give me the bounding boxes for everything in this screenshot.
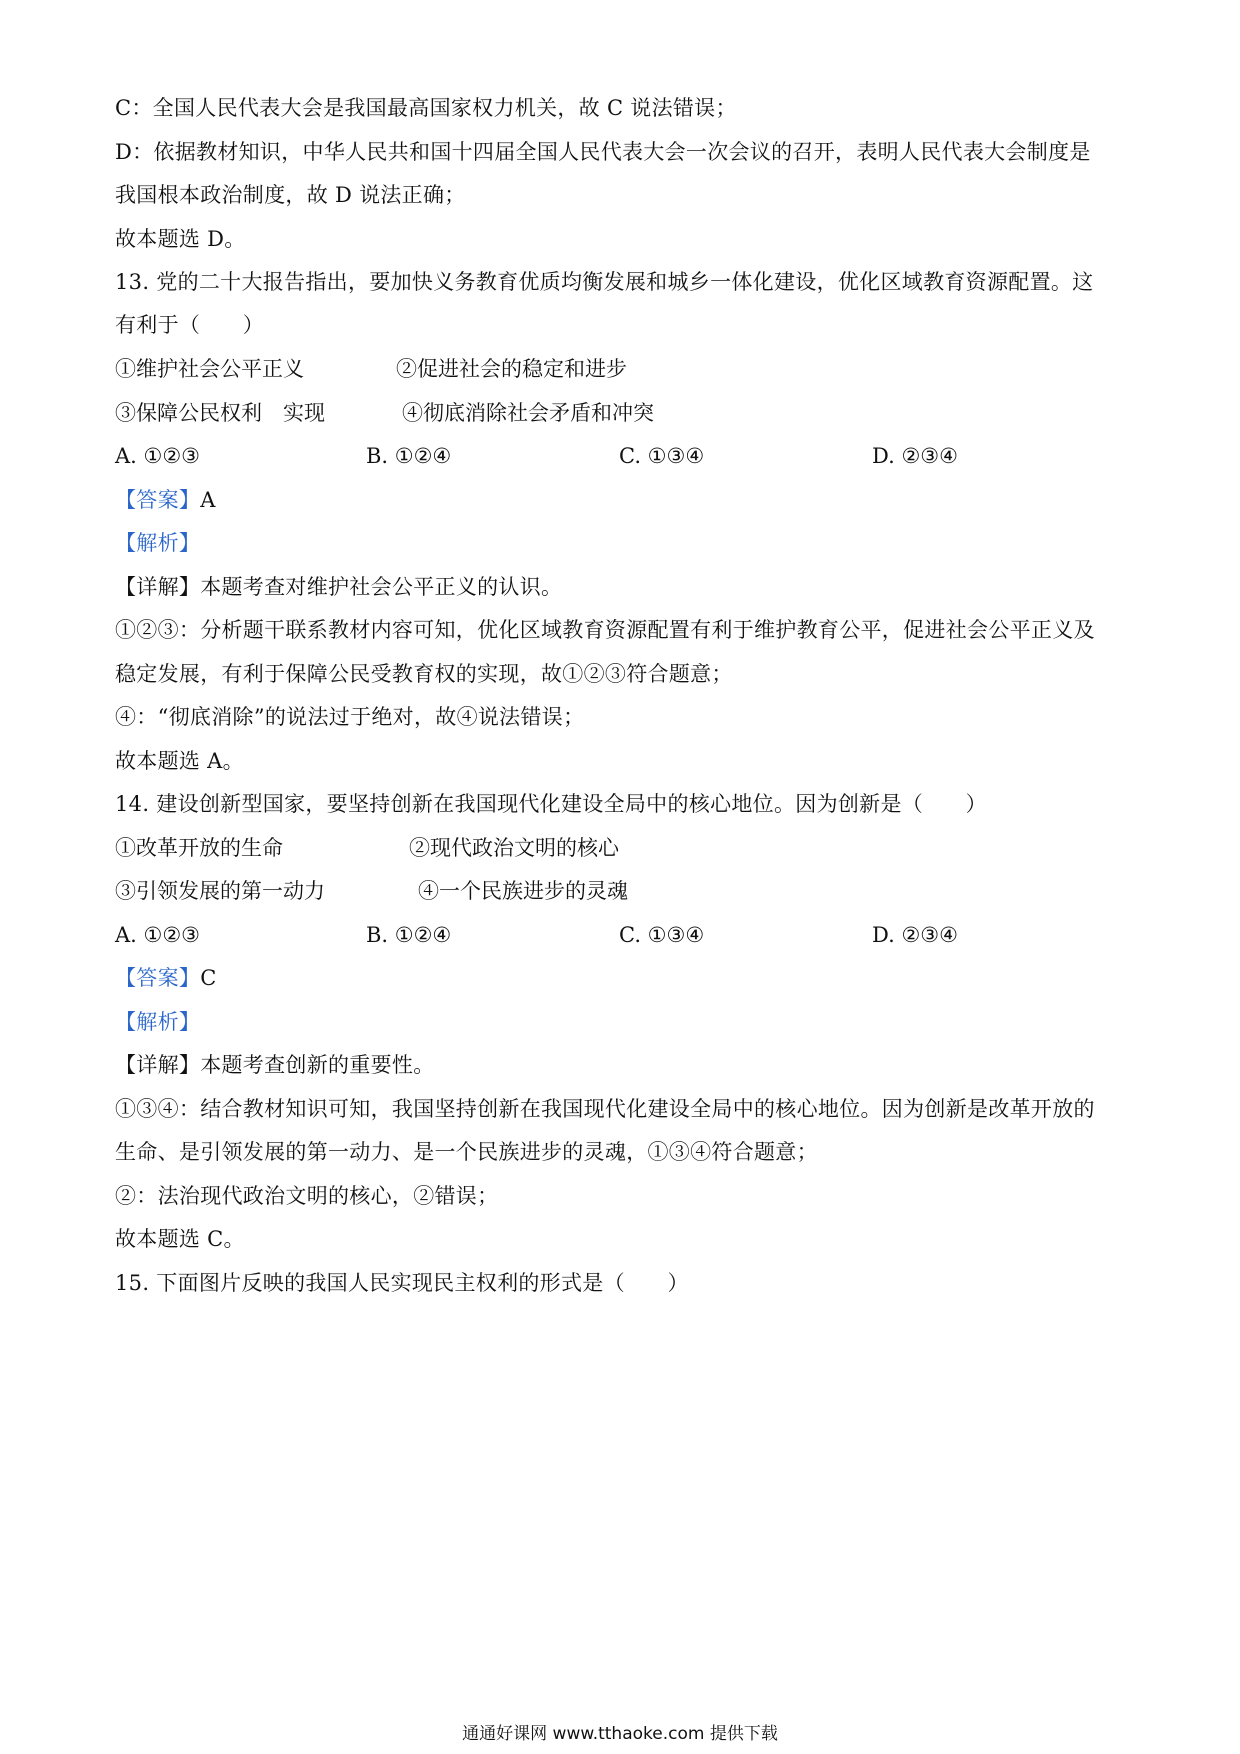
q13-option-3: ③保障公民权利 实现 [115, 401, 325, 425]
q13-detail: 【详解】本题考查对维护社会公平正义的认识。 [115, 575, 563, 599]
q13-explanation-line: 稳定发展，有利于保障公民受教育权的实现，故①②③符合题意； [115, 662, 733, 686]
answer-value: C [200, 966, 217, 990]
q13-option-1: ①维护社会公平正义 [115, 357, 304, 381]
explanation-line: C：全国人民代表大会是我国最高国家权力机关，故 C 说法错误； [115, 96, 737, 120]
answer-label: 【答案】 [115, 488, 201, 512]
q14-choice-d: D. ②③④ [872, 923, 958, 947]
q14-option-4: ④一个民族进步的灵魂 [418, 879, 628, 903]
q14-choice-c: C. ①③④ [619, 923, 705, 947]
page-footer: 通通好课网 www.tthaoke.com 提供下载 [462, 1724, 778, 1744]
q14-option-1: ①改革开放的生命 [115, 836, 283, 860]
q13-choice-c: C. ①③④ [619, 444, 705, 468]
question-15-stem: 15. 下面图片反映的我国人民实现民主权利的形式是（ ） [115, 1271, 689, 1295]
q14-choice-b: B. ①②④ [366, 923, 452, 947]
q13-explanation-line: ④：“彻底消除”的说法过于绝对，故④说法错误； [115, 705, 585, 729]
q13-choice-a: A. ①②③ [115, 444, 200, 468]
q14-explanation-line: 生命、是引领发展的第一动力、是一个民族进步的灵魂，①③④符合题意； [115, 1140, 818, 1164]
q13-answer [115, 485, 216, 515]
explanation-line: D：依据教材知识，中华人民共和国十四届全国人民代表大会一次会议的召开，表明人民代表大会制度是 [115, 140, 1091, 164]
q14-conclusion: 故本题选 C。 [115, 1227, 245, 1251]
q13-choice-d: D. ②③④ [872, 444, 958, 468]
question-14-stem: 14. 建设创新型国家，要坚持创新在我国现代化建设全局中的核心地位。因为创新是（ ） [115, 792, 987, 816]
q13-option-2: ②促进社会的稳定和进步 [396, 357, 627, 381]
q14-explanation-line: ①③④：结合教材知识可知，我国坚持创新在我国现代化建设全局中的核心地位。因为创新是改革开放的 [115, 1097, 1095, 1121]
question-13-stem-cont: 有利于（ ） [115, 313, 265, 337]
analysis-label: 【解析】 [115, 1010, 201, 1034]
conclusion-line: 故本题选 D。 [115, 227, 246, 251]
q13-conclusion: 故本题选 A。 [115, 749, 244, 773]
q13-option-4: ④彻底消除社会矛盾和冲突 [402, 401, 654, 425]
q13-explanation-line: ①②③：分析题干联系教材内容可知，优化区域教育资源配置有利于维护教育公平，促进社会公平正义及 [115, 618, 1095, 642]
answer-value: A [200, 488, 216, 512]
q14-analysis-label [115, 1007, 200, 1037]
q13-choice-b: B. ①②④ [366, 444, 452, 468]
q14-choice-a: A. ①②③ [115, 923, 200, 947]
q14-detail: 【详解】本题考查创新的重要性。 [115, 1053, 435, 1077]
explanation-line: 我国根本政治制度，故 D 说法正确； [115, 183, 466, 207]
q14-explanation-line: ②：法治现代政治文明的核心，②错误； [115, 1184, 499, 1208]
q13-analysis-label [115, 528, 200, 558]
q14-answer [115, 963, 217, 993]
q14-option-3: ③引领发展的第一动力 [115, 879, 325, 903]
analysis-label: 【解析】 [115, 531, 201, 555]
question-13-stem: 13. 党的二十大报告指出，要加快义务教育优质均衡发展和城乡一体化建设，优化区域教育资源配置。这 [115, 270, 1094, 294]
answer-label: 【答案】 [115, 966, 201, 990]
q14-option-2: ②现代政治文明的核心 [409, 836, 619, 860]
